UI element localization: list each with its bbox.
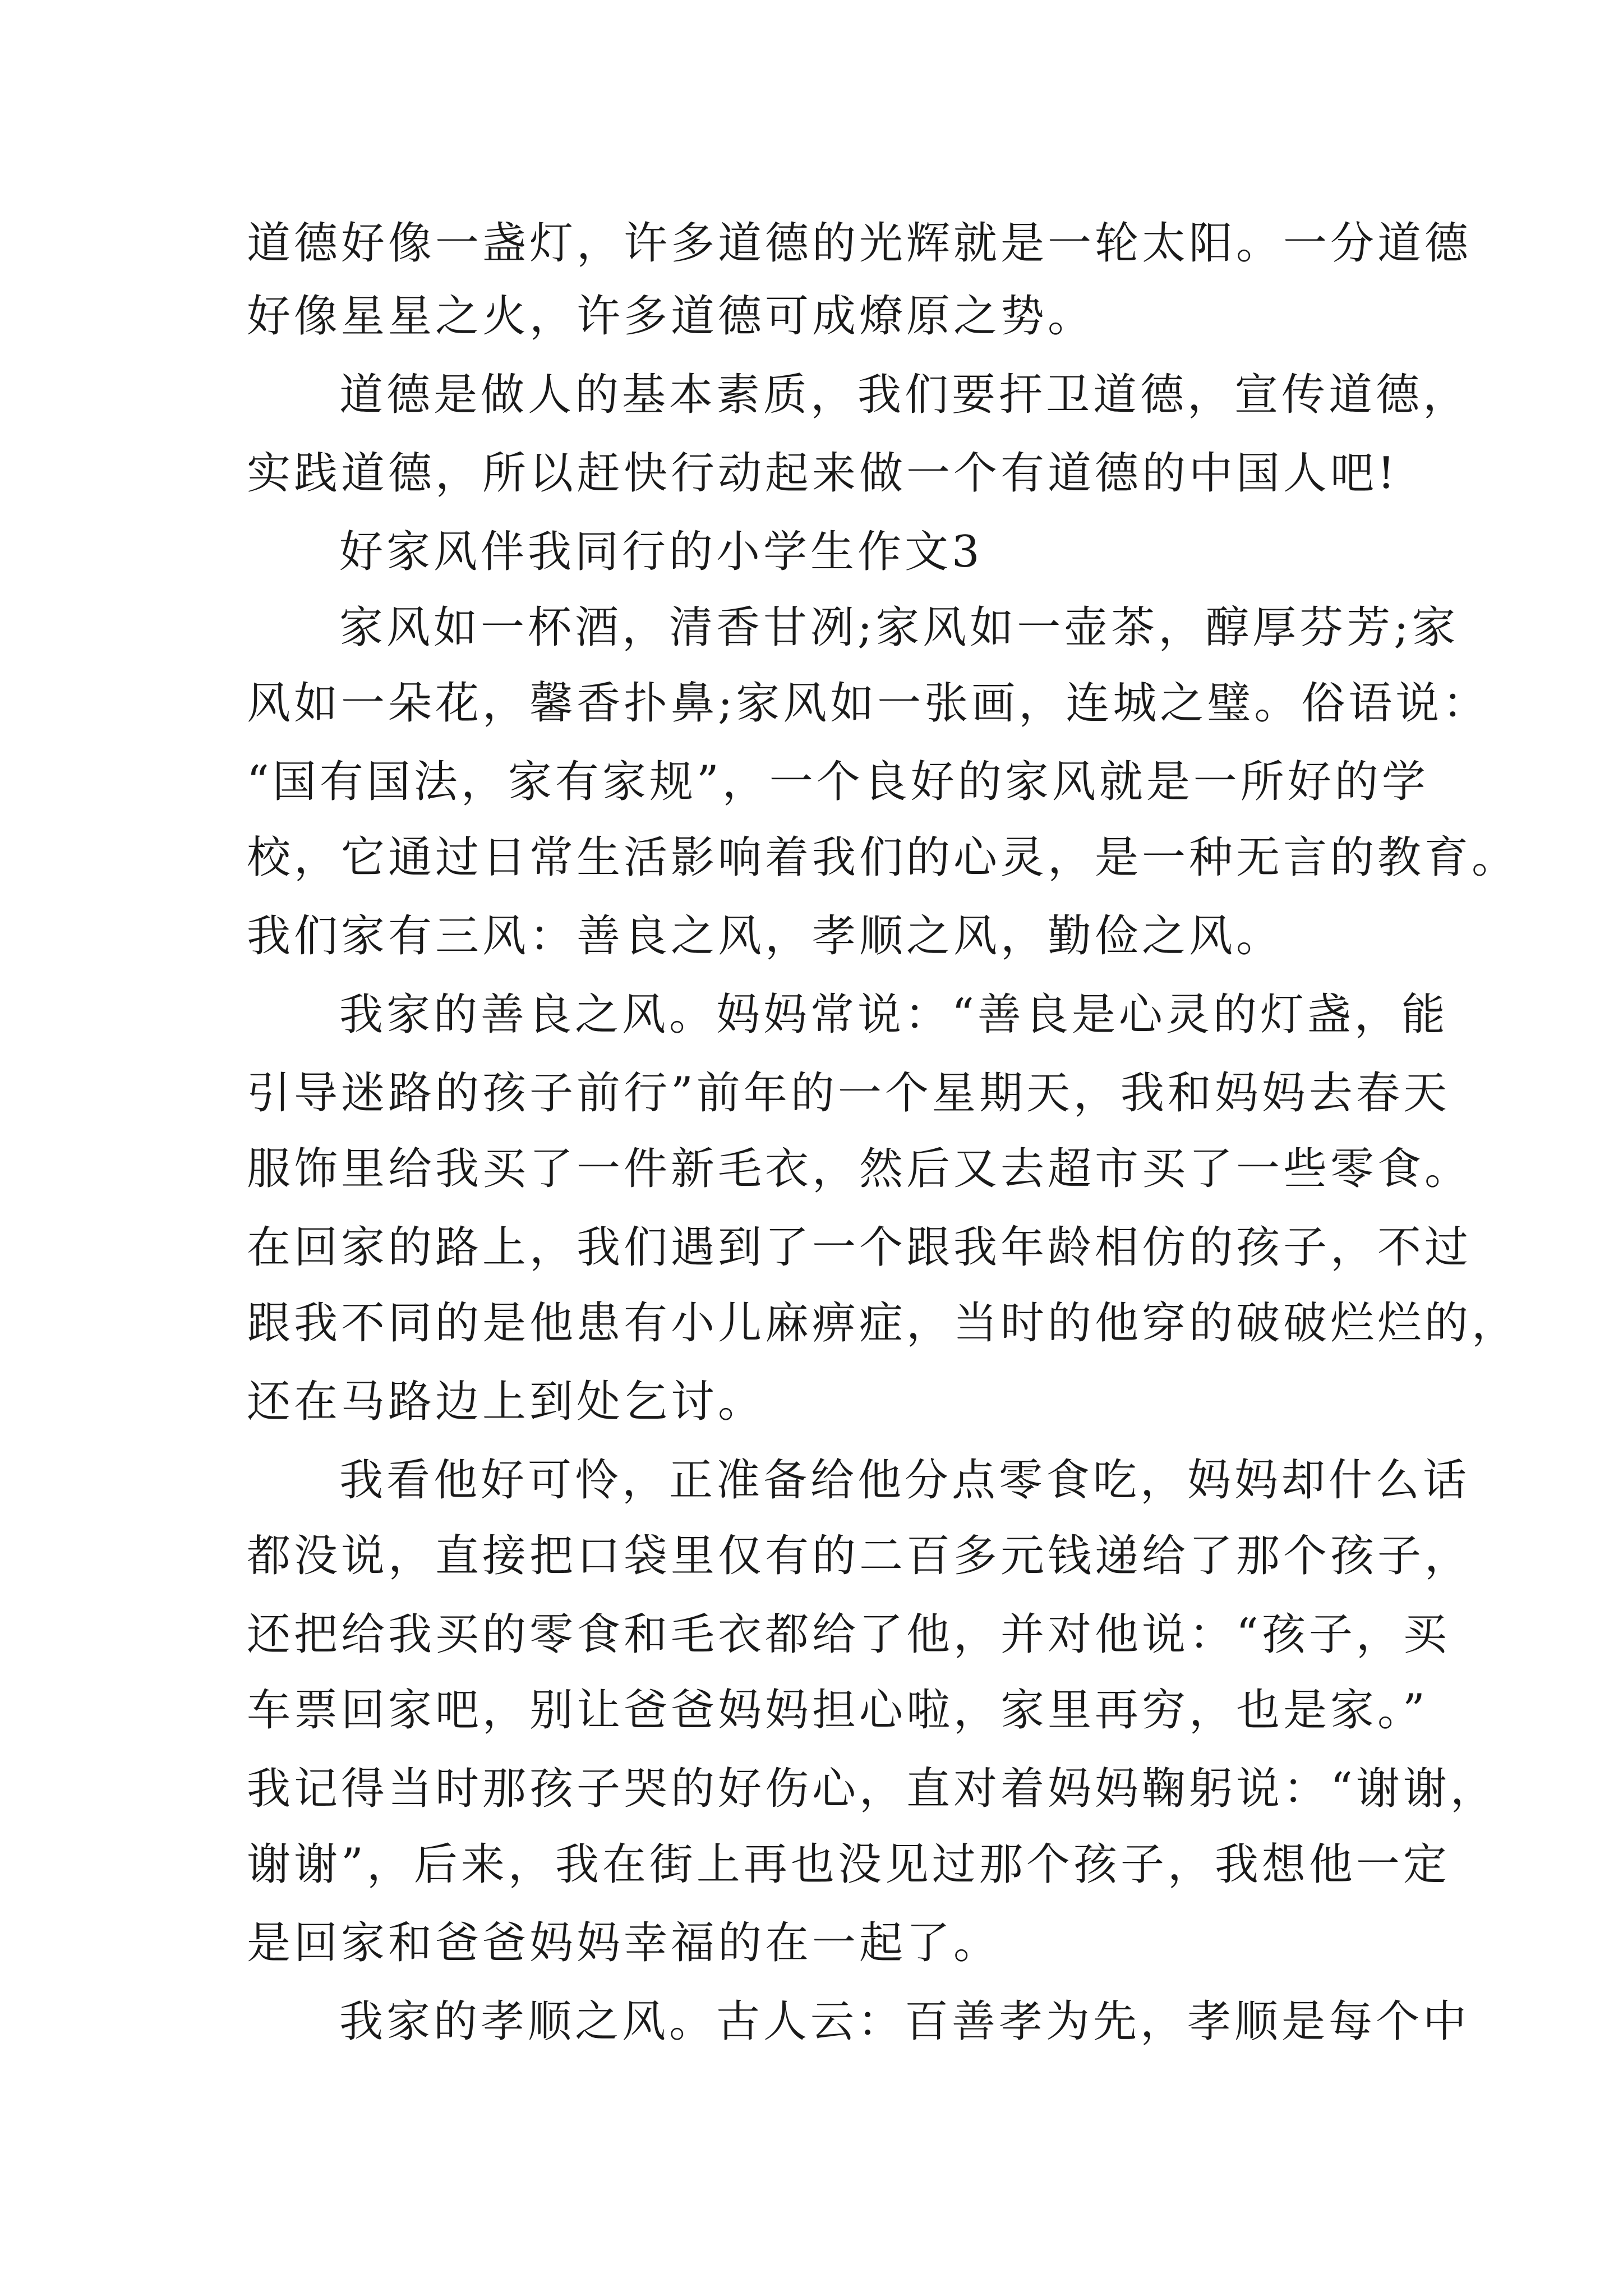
text-line: 都没说，直接把口袋里仅有的二百多元钱递给了那个孩子， bbox=[247, 1531, 1472, 1581]
section-heading: 好家风伴我同行的小学生作文3 bbox=[339, 527, 983, 577]
text-line: 在回家的路上，我们遇到了一个跟我年龄相仿的孩子，不过 bbox=[247, 1222, 1472, 1273]
text-line: 道德好像一盏灯，许多道德的光辉就是一轮太阳。一分道德 bbox=[247, 218, 1472, 269]
text-line: 家风如一杯酒，清香甘冽;家风如一壶茶，醇厚芬芳;家 bbox=[339, 602, 1459, 653]
text-line: 谢谢”，后来，我在街上再也没见过那个孩子，我想他一定 bbox=[247, 1839, 1450, 1890]
text-line: 我记得当时那孩子哭的好伤心，直对着妈妈鞠躬说：“谢谢， bbox=[247, 1764, 1497, 1814]
text-line: 还在马路边上到处乞讨。 bbox=[247, 1377, 766, 1427]
text-line: 我家的孝顺之风。古人云：百善孝为先，孝顺是每个中 bbox=[339, 1996, 1470, 2047]
text-line: “国有国法，家有家规”，一个良好的家风就是一所好的学 bbox=[247, 757, 1429, 807]
text-line: 车票回家吧，别让爸爸妈妈担心啦，家里再穷，也是家。” bbox=[247, 1685, 1428, 1736]
text-line: 我家的善良之风。妈妈常说：“善良是心灵的灯盏，能 bbox=[339, 990, 1449, 1040]
text-line: 跟我不同的是他患有小儿麻痹症，当时的他穿的破破烂烂的， bbox=[247, 1298, 1519, 1349]
text-line: 实践道德，所以赶快行动起来做一个有道德的中国人吧! bbox=[247, 448, 1399, 499]
text-line: 我看他好可怜，正准备给他分点零食吃，妈妈却什么话 bbox=[339, 1455, 1470, 1506]
text-line: 风如一朵花，馨香扑鼻;家风如一张画，连城之璧。俗语说： bbox=[247, 678, 1490, 729]
text-line: 引导迷路的孩子前行”前年的一个星期天，我和妈妈去春天 bbox=[247, 1068, 1450, 1119]
text-line: 我们家有三风：善良之风，孝顺之风，勤俭之风。 bbox=[247, 911, 1284, 961]
text-line: 还把给我买的零食和毛衣都给了他，并对他说：“孩子，买 bbox=[247, 1609, 1450, 1660]
text-line: 服饰里给我买了一件新毛衣，然后又去超市买了一些零食。 bbox=[247, 1144, 1472, 1194]
text-line: 好像星星之火，许多道德可成燎原之势。 bbox=[247, 291, 1095, 342]
text-line: 校，它通过日常生活影响着我们的心灵，是一种无言的教育。 bbox=[247, 832, 1519, 883]
text-line: 是回家和爸爸妈妈幸福的在一起了。 bbox=[247, 1918, 1001, 1968]
text-line: 道德是做人的基本素质，我们要扞卫道德，宣传道德， bbox=[339, 370, 1470, 420]
